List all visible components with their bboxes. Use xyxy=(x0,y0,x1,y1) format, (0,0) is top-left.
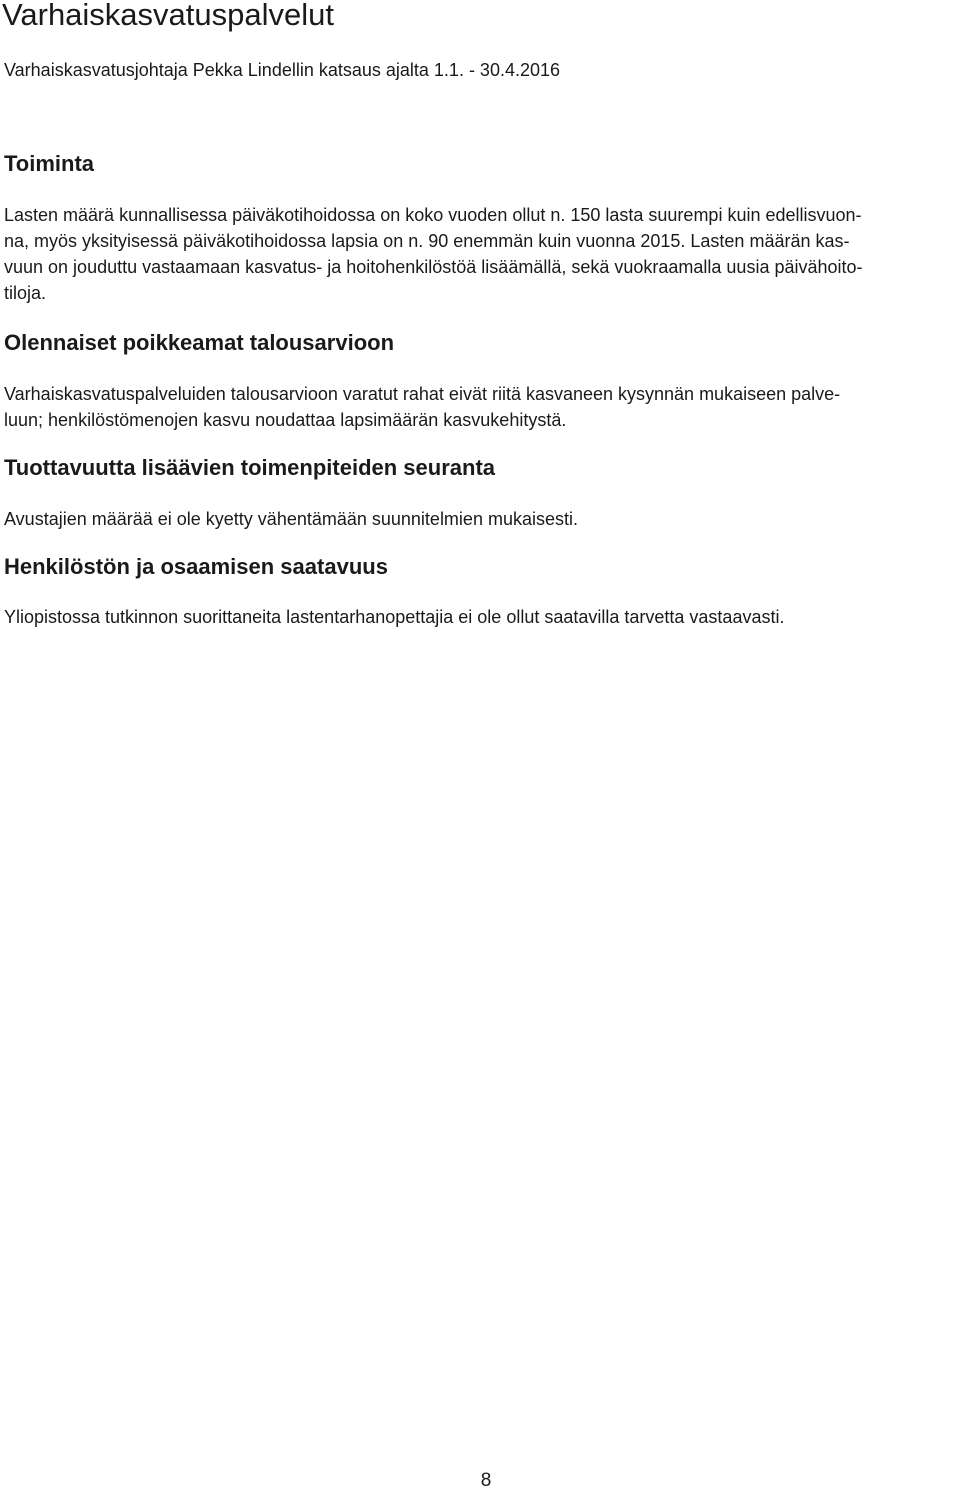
paragraph-line: Lasten määrä kunnallisessa päiväkotihoidossa on koko vuoden ollut n. 150 lasta suurempi kuin edellisvuon- xyxy=(4,205,862,225)
section-body-productivity xyxy=(4,506,940,532)
paragraph-line: tiloja. xyxy=(4,283,47,303)
paragraph-line: Yliopistossa tutkinnon suorittaneita lastentarhanopettajia ei ole ollut saatavilla tarvetta vastaavasti. xyxy=(4,607,785,627)
document-subtitle: Varhaiskasvatusjohtaja Pekka Lindellin katsaus ajalta 1.1. - 30.4.2016 xyxy=(4,60,561,80)
section-body-budget-deviations xyxy=(4,381,940,433)
paragraph-line: vuun on jouduttu vastaamaan kasvatus- ja hoitohenkilöstöä lisäämällä, sekä vuokraamalla uusia päivähoito- xyxy=(4,257,863,277)
paragraph-line: luun; henkilöstömenojen kasvu noudattaa lapsimäärän kasvukehitystä. xyxy=(4,410,567,430)
paragraph-line: Avustajien määrää ei ole kyetty vähentämään suunnitelmien mukaisesti. xyxy=(4,509,578,529)
section-heading-staff-availability: Henkilöstön ja osaamisen saatavuus xyxy=(4,554,388,579)
page-number: 8 xyxy=(480,1470,492,1491)
paragraph-line: na, myös yksityisessä päiväkotihoidossa lapsia on n. 90 enemmän kuin vuonna 2015. Lasten määrän kas- xyxy=(4,231,850,251)
section-heading-budget-deviations: Olennaiset poikkeamat talousarvioon xyxy=(4,330,395,355)
section-heading-productivity: Tuottavuutta lisäävien toimenpiteiden seuranta xyxy=(4,455,496,480)
document-title: Varhaiskasvatuspalvelut xyxy=(2,0,334,32)
section-body-staff-availability xyxy=(4,604,940,630)
section-body-toiminta xyxy=(4,202,940,306)
section-heading-toiminta: Toiminta xyxy=(4,151,95,176)
paragraph-line: Varhaiskasvatuspalveluiden talousarvioon varatut rahat eivät riitä kasvaneen kysynnän mukaiseen palve- xyxy=(4,384,841,404)
